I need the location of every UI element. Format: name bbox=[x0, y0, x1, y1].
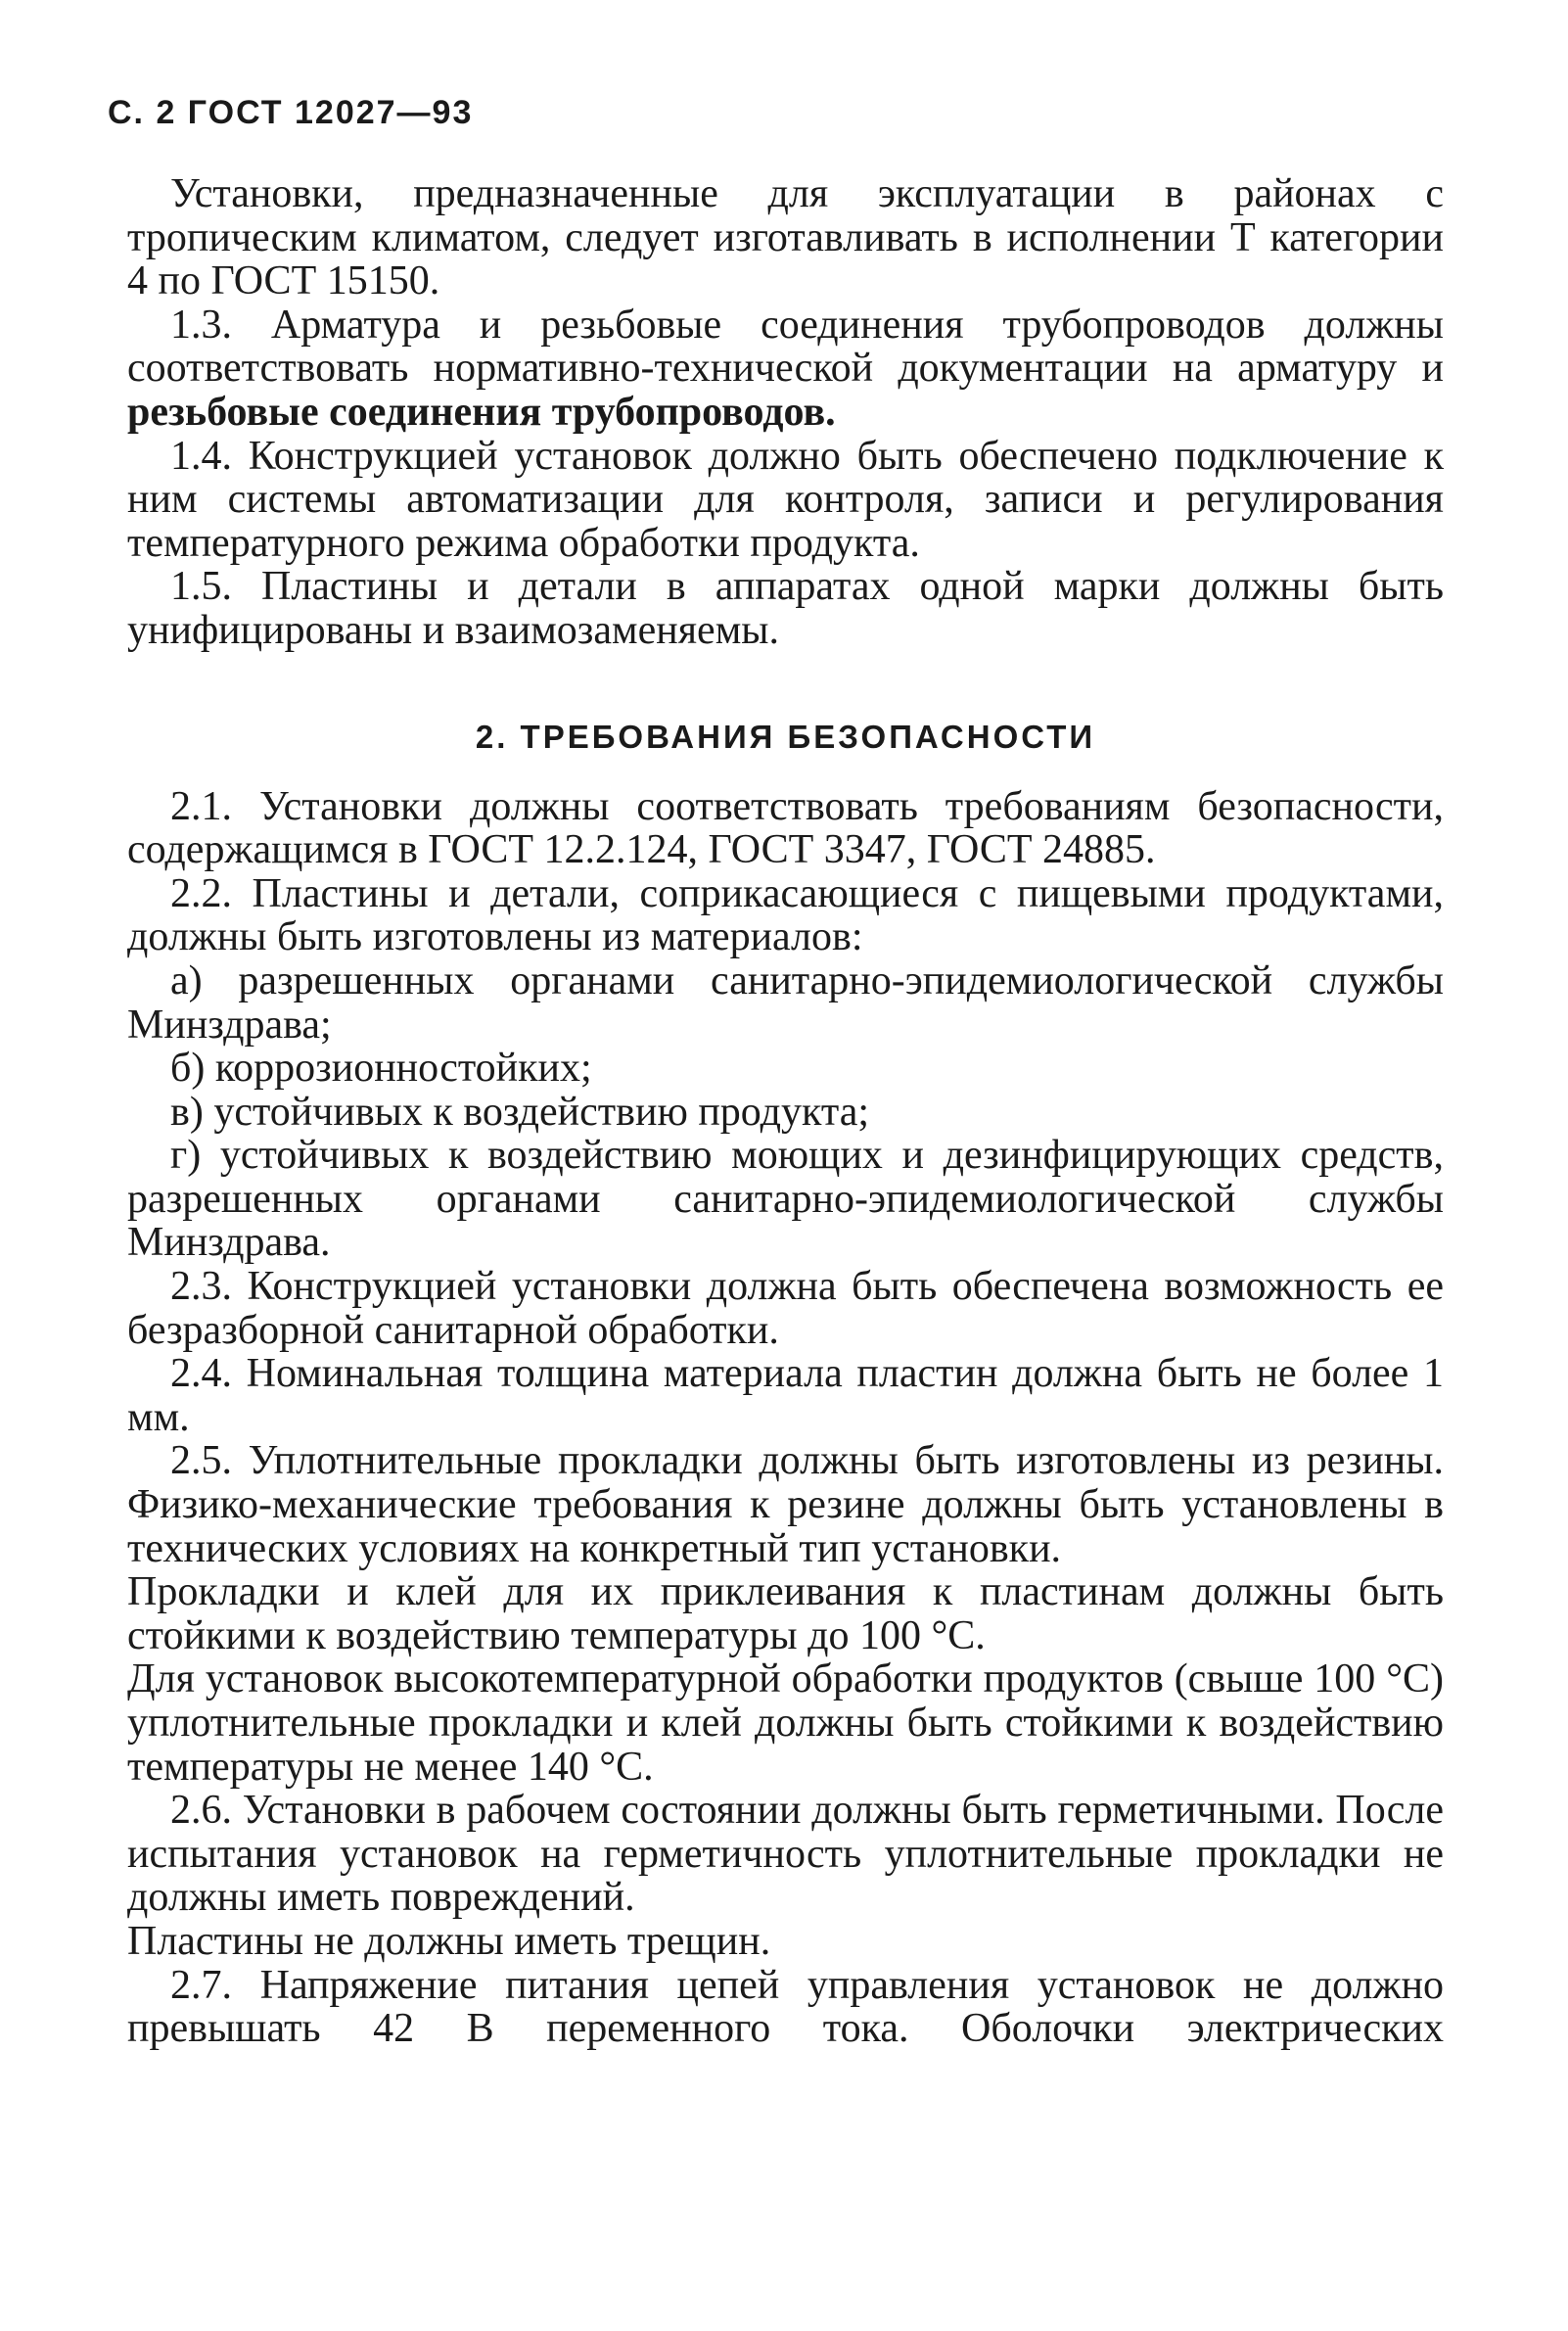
list-item-v: в) устойчивых к воздействию продукта; bbox=[170, 1089, 869, 1135]
list-item-a: а) разрешенных органами санитарно-эпидемиологической службы Минздрава; bbox=[127, 957, 1444, 1048]
paragraph-1-3 bbox=[127, 303, 1444, 435]
paragraph-1-3-text: 1.3. Арматура и резьбовые соединения трубопроводов должны соответствовать нормативно-технической документации на арматуру и bbox=[127, 302, 1444, 392]
paragraph-2-3: 2.3. Конструкцией установки должна быть обеспечена возможность ее безразборной санитарной обработки. bbox=[127, 1264, 1444, 1353]
paragraph-2-5: 2.5. Уплотнительные прокладки должны быть изготовлены из резины. Физико-механические требования к резине должны быть установлены в технических условиях на конкретный тип установки. bbox=[127, 1438, 1444, 1571]
paragraph-tropical-climate: Установки, предназначенные для эксплуатации в районах с тропическим климатом, следует изготавливать в исполнении Т категории 4 по ГОСТ 15150. bbox=[127, 171, 1444, 304]
paragraph-2-1: 2.1. Установки должны соответствовать требованиям безопасности, содержащимся в ГОСТ 12.2.124, ГОСТ 3347, ГОСТ 24885. bbox=[127, 783, 1444, 873]
section-2-heading: 2. ТРЕБОВАНИЯ БЕЗОПАСНОСТИ bbox=[475, 718, 1096, 755]
paragraph-2-4: 2.4. Номинальная толщина материала пластин должна быть не более 1 мм. bbox=[127, 1351, 1444, 1440]
paragraph-2-2: 2.2. Пластины и детали, соприкасающиеся с пищевыми продуктами, должны быть изготовлены из материалов: bbox=[127, 870, 1444, 960]
paragraph-2-5-gaskets-glue: Прокладки и клей для их приклеивания к пластинам должны быть стойкими к воздействию температуры до 100 °С. bbox=[127, 1569, 1444, 1658]
paragraph-2-5-high-temp: Для установок высокотемпературной обработки продуктов (свыше 100 °С) уплотнительные прокладки и клей должны быть стойкими к воздействию температуры не менее 140 °С. bbox=[127, 1656, 1444, 1790]
list-item-g: г) устойчивых к воздействию моющих и дезинфицирующих средств, разрешенных органами санитарно-эпидемиологической службы Минздрава. bbox=[127, 1133, 1444, 1266]
paragraph-2-6-plates: Пластины не должны иметь трещин. bbox=[127, 1918, 771, 1964]
paragraph-2-7: 2.7. Напряжение питания цепей управления установок не должно превышать 42 В переменного тока. Оболочки электрических bbox=[127, 1962, 1444, 2052]
page-running-header: С. 2 ГОСТ 12027—93 bbox=[108, 94, 474, 131]
paragraph-2-6: 2.6. Установки в рабочем состоянии должны быть герметичными. После испытания установок на герметичность уплотнительные прокладки не должны иметь повреждений. bbox=[127, 1788, 1444, 1921]
paragraph-1-4: 1.4. Конструкцией установок должно быть обеспечено подключение к ним системы автоматизации для контроля, записи и регулирования температурного режима обработки продукта. bbox=[127, 433, 1444, 566]
list-item-b: б) коррозионностойких; bbox=[170, 1046, 592, 1092]
paragraph-1-5: 1.5. Пластины и детали в аппаратах одной марки должны быть унифицированы и взаимозаменяемы. bbox=[127, 564, 1444, 653]
paragraph-1-3-bold-tail: резьбовые соединения трубопроводов. bbox=[127, 389, 836, 435]
document-body bbox=[127, 172, 1444, 2051]
